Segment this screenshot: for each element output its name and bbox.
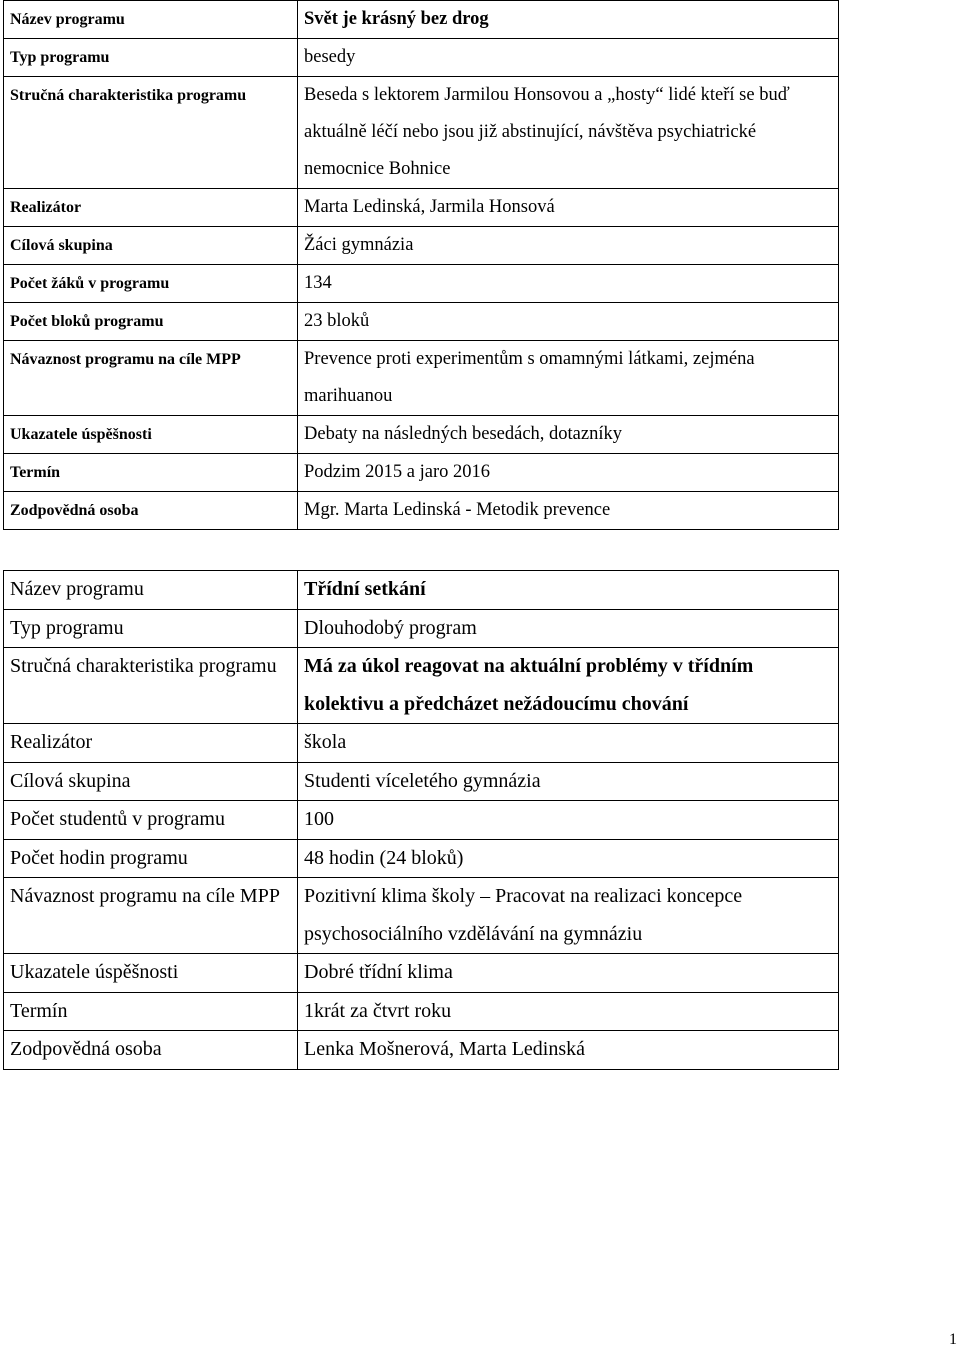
row-value: Svět je krásný bez drog [298,1,839,39]
row-label: Název programu [4,1,298,39]
table-row [4,1031,839,1070]
table-row [4,189,839,227]
row-value: škola [298,724,839,763]
row-value: Prevence proti experimentům s omamnými látkami, zejména marihuanou [298,341,839,416]
row-label: Počet hodin programu [4,839,298,878]
row-value: Studenti víceletého gymnázia [298,762,839,801]
row-label: Počet studentů v programu [4,801,298,840]
row-label: Realizátor [4,189,298,227]
table-row [4,77,839,189]
row-label: Počet žáků v programu [4,265,298,303]
row-label: Ukazatele úspěšnosti [4,954,298,993]
page-number: 1 [949,1331,957,1348]
row-value: 48 hodin (24 bloků) [298,839,839,878]
row-label: Počet bloků programu [4,303,298,341]
table-row [4,227,839,265]
row-value: Beseda s lektorem Jarmilou Honsovou a „hosty“ lidé kteří se buď aktuálně léčí nebo jsou již abstinující, návštěva psychiatrické nemocnice Bohnice [298,77,839,189]
row-label: Stručná charakteristika programu [4,648,298,724]
row-label: Realizátor [4,724,298,763]
table-row [4,454,839,492]
program-table-2 [3,570,839,1070]
row-label: Návaznost programu na cíle MPP [4,878,298,954]
row-label: Typ programu [4,39,298,77]
table-row [4,724,839,763]
table-row [4,1,839,39]
table-row [4,648,839,724]
row-label: Typ programu [4,609,298,648]
row-value: 1krát za čtvrt roku [298,992,839,1031]
row-label: Stručná charakteristika programu [4,77,298,189]
table-row [4,609,839,648]
table-row [4,39,839,77]
row-label: Termín [4,992,298,1031]
table-row [4,762,839,801]
table-row [4,839,839,878]
row-value: Lenka Mošnerová, Marta Ledinská [298,1031,839,1070]
row-value: Pozitivní klima školy – Pracovat na realizaci koncepce psychosociálního vzdělávání na gymnáziu [298,878,839,954]
row-label: Název programu [4,571,298,610]
row-value: Žáci gymnázia [298,227,839,265]
row-label: Cílová skupina [4,762,298,801]
row-label: Cílová skupina [4,227,298,265]
row-label: Návaznost programu na cíle MPP [4,341,298,416]
row-value: Dlouhodobý program [298,609,839,648]
table-row [4,801,839,840]
row-value: Mgr. Marta Ledinská - Metodik prevence [298,492,839,530]
row-value: Debaty na následných besedách, dotazníky [298,416,839,454]
row-value: Podzim 2015 a jaro 2016 [298,454,839,492]
table-row [4,954,839,993]
row-value: besedy [298,39,839,77]
table-row [4,492,839,530]
table-row [4,878,839,954]
row-label: Termín [4,454,298,492]
table-row [4,416,839,454]
table-row [4,992,839,1031]
row-label: Ukazatele úspěšnosti [4,416,298,454]
row-value: Má za úkol reagovat na aktuální problémy v třídním kolektivu a předcházet nežádoucímu chování [298,648,839,724]
table-row [4,265,839,303]
row-label: Zodpovědná osoba [4,1031,298,1070]
program-table-1 [3,0,839,530]
row-value: 23 bloků [298,303,839,341]
row-value: 100 [298,801,839,840]
row-label: Zodpovědná osoba [4,492,298,530]
row-value: Třídní setkání [298,571,839,610]
table-row [4,571,839,610]
row-value: Marta Ledinská, Jarmila Honsová [298,189,839,227]
row-value: 134 [298,265,839,303]
table-row [4,341,839,416]
table-row [4,303,839,341]
row-value: Dobré třídní klima [298,954,839,993]
